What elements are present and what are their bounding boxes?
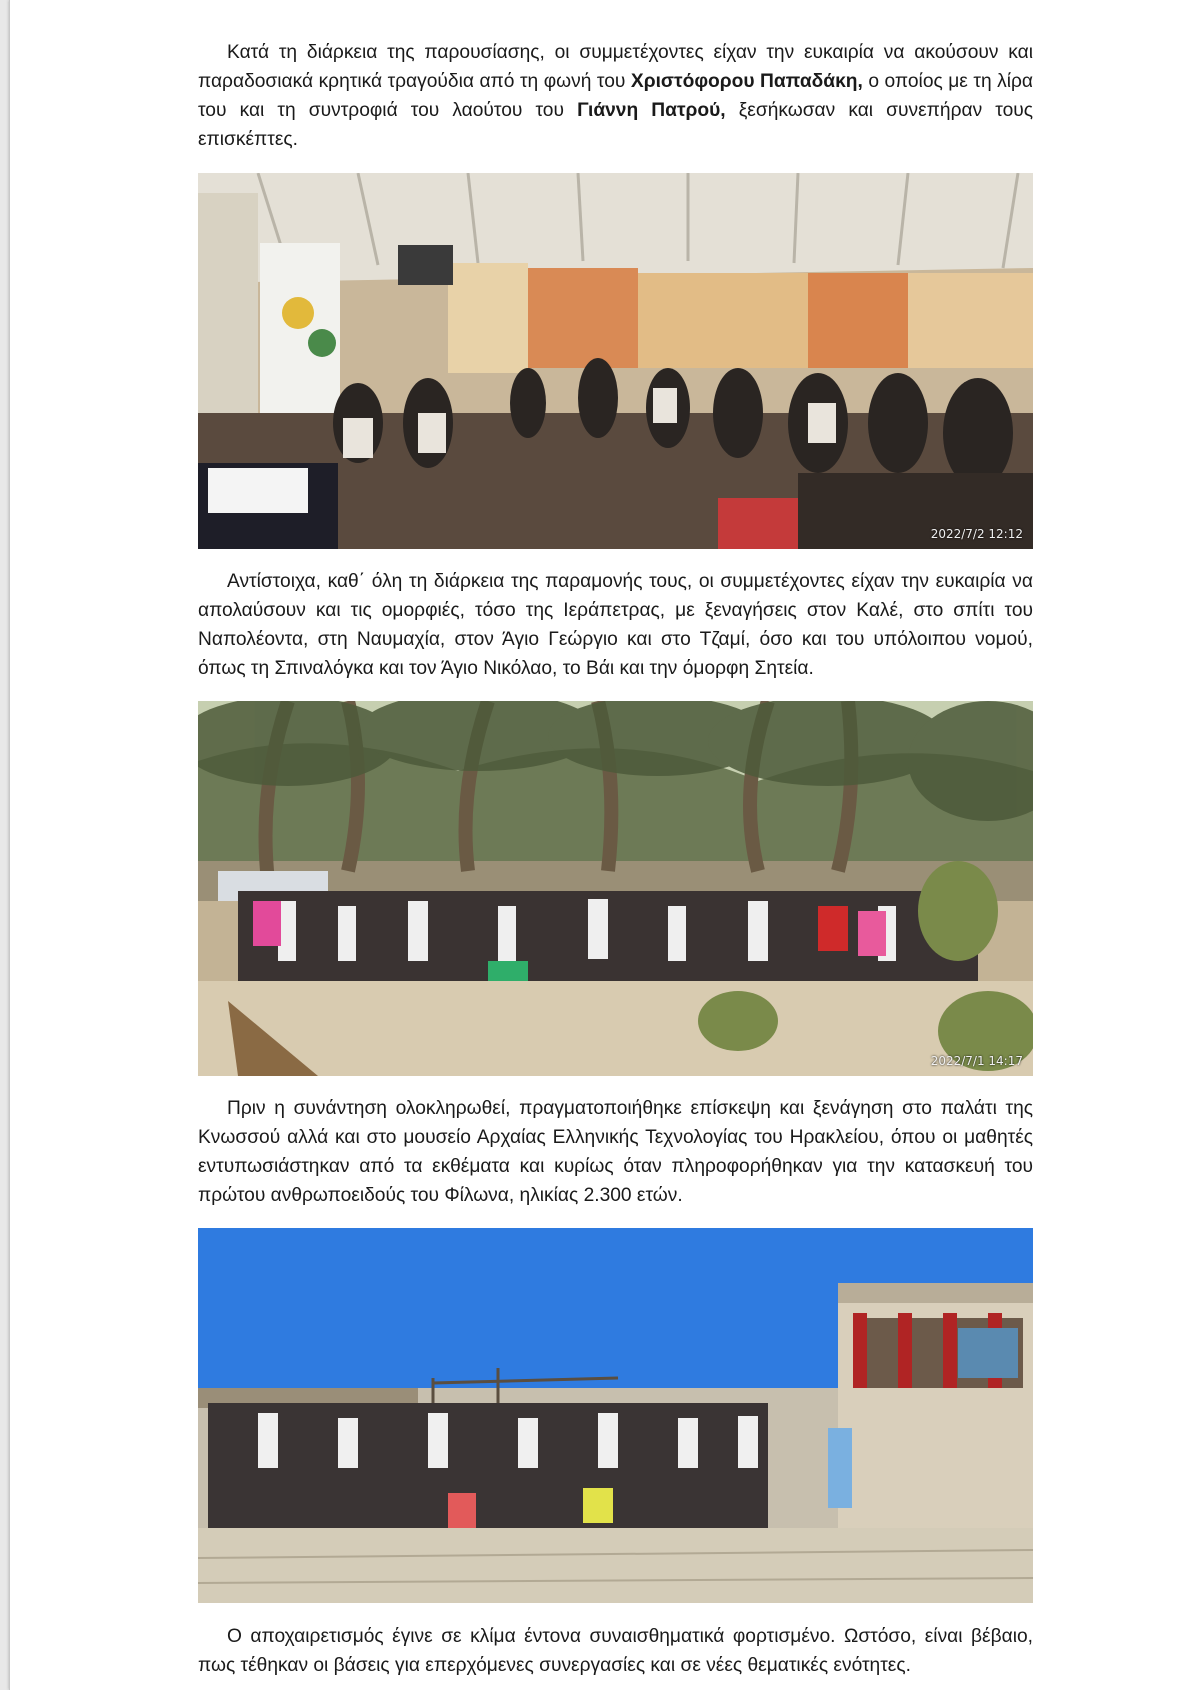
paragraph-presentation (198, 38, 1033, 154)
photo-indoor-event-image (198, 173, 1033, 549)
bold-name-giannis: Γιάννη Πατρού, (577, 100, 726, 121)
bold-name-christoforos: Χριστόφορου Παπαδάκη, (630, 71, 863, 92)
paragraph-segment: Κατά τη διάρκεια της παρουσίασης, οι συμμετέχοντες είχαν την ευκαιρία να ακούσουν και παραδοσιακά κρητικά τραγούδια από τη φωνή του (198, 42, 1033, 92)
photo-palm-group-image (198, 701, 1033, 1076)
paragraph-knossos: Πριν η συνάντηση ολοκληρωθεί, πραγματοποιήθηκε επίσκεψη και ξενάγηση στο παλάτι της Κνωσσού αλλά και στο μουσείο Αρχαίας Ελληνικής Τεχνολογίας του Ηρακλείου, όπου οι μαθητές εντυπωσιάστηκαν από τα εκθέματα και κυρίως όταν πληροφορήθηκαν για την κατασκευή του πρώτου ανθρωποειδούς του Φίλωνα, ηλικίας 2.300 ετών. (198, 1098, 1033, 1206)
document-page (9, 0, 1200, 1690)
paragraph-segment: ο οποίος με τη λίρα του και τη συντροφιά του λαούτου του (198, 71, 1033, 121)
photo-timestamp: 2022/7/2 12:12 (930, 527, 1023, 541)
photo-timestamp: 2022/7/1 14:17 (930, 1054, 1023, 1068)
photo-palm-group (198, 701, 1033, 1076)
photo-knossos-group-image (198, 1228, 1033, 1603)
photo-knossos-group (198, 1228, 1033, 1603)
paragraph-farewell: Ο αποχαιρετισμός έγινε σε κλίμα έντονα συναισθηματικά φορτισμένο. Ωστόσο, είναι βέβαιο, πως τέθηκαν οι βάσεις για επερχόμενες συνεργασίες και σε νέες θεματικές ενότητες. (198, 1626, 1033, 1676)
paragraph-sightseeing: Αντίστοιχα, καθ΄ όλη τη διάρκεια της παραμονής τους, οι συμμετέχοντες είχαν την ευκαιρία να απολαύσουν και τις ομορφιές, τόσο της Ιεράπετρας, με ξεναγήσεις στον Καλέ, στο σπίτι του Ναπολέοντα, στη Ναυμαχία, στον Άγιο Γεώργιο και στο Τζαμί, όσο και του υπόλοιπου νομού, όπως τη Σπιναλόγκα και τον Άγιο Νικόλαο, το Βάι και την όμορφη Σητεία. (198, 571, 1033, 679)
photo-indoor-event (198, 173, 1033, 549)
paragraph-segment: ξεσήκωσαν και συνεπήραν τους επισκέπτες. (198, 100, 1034, 150)
